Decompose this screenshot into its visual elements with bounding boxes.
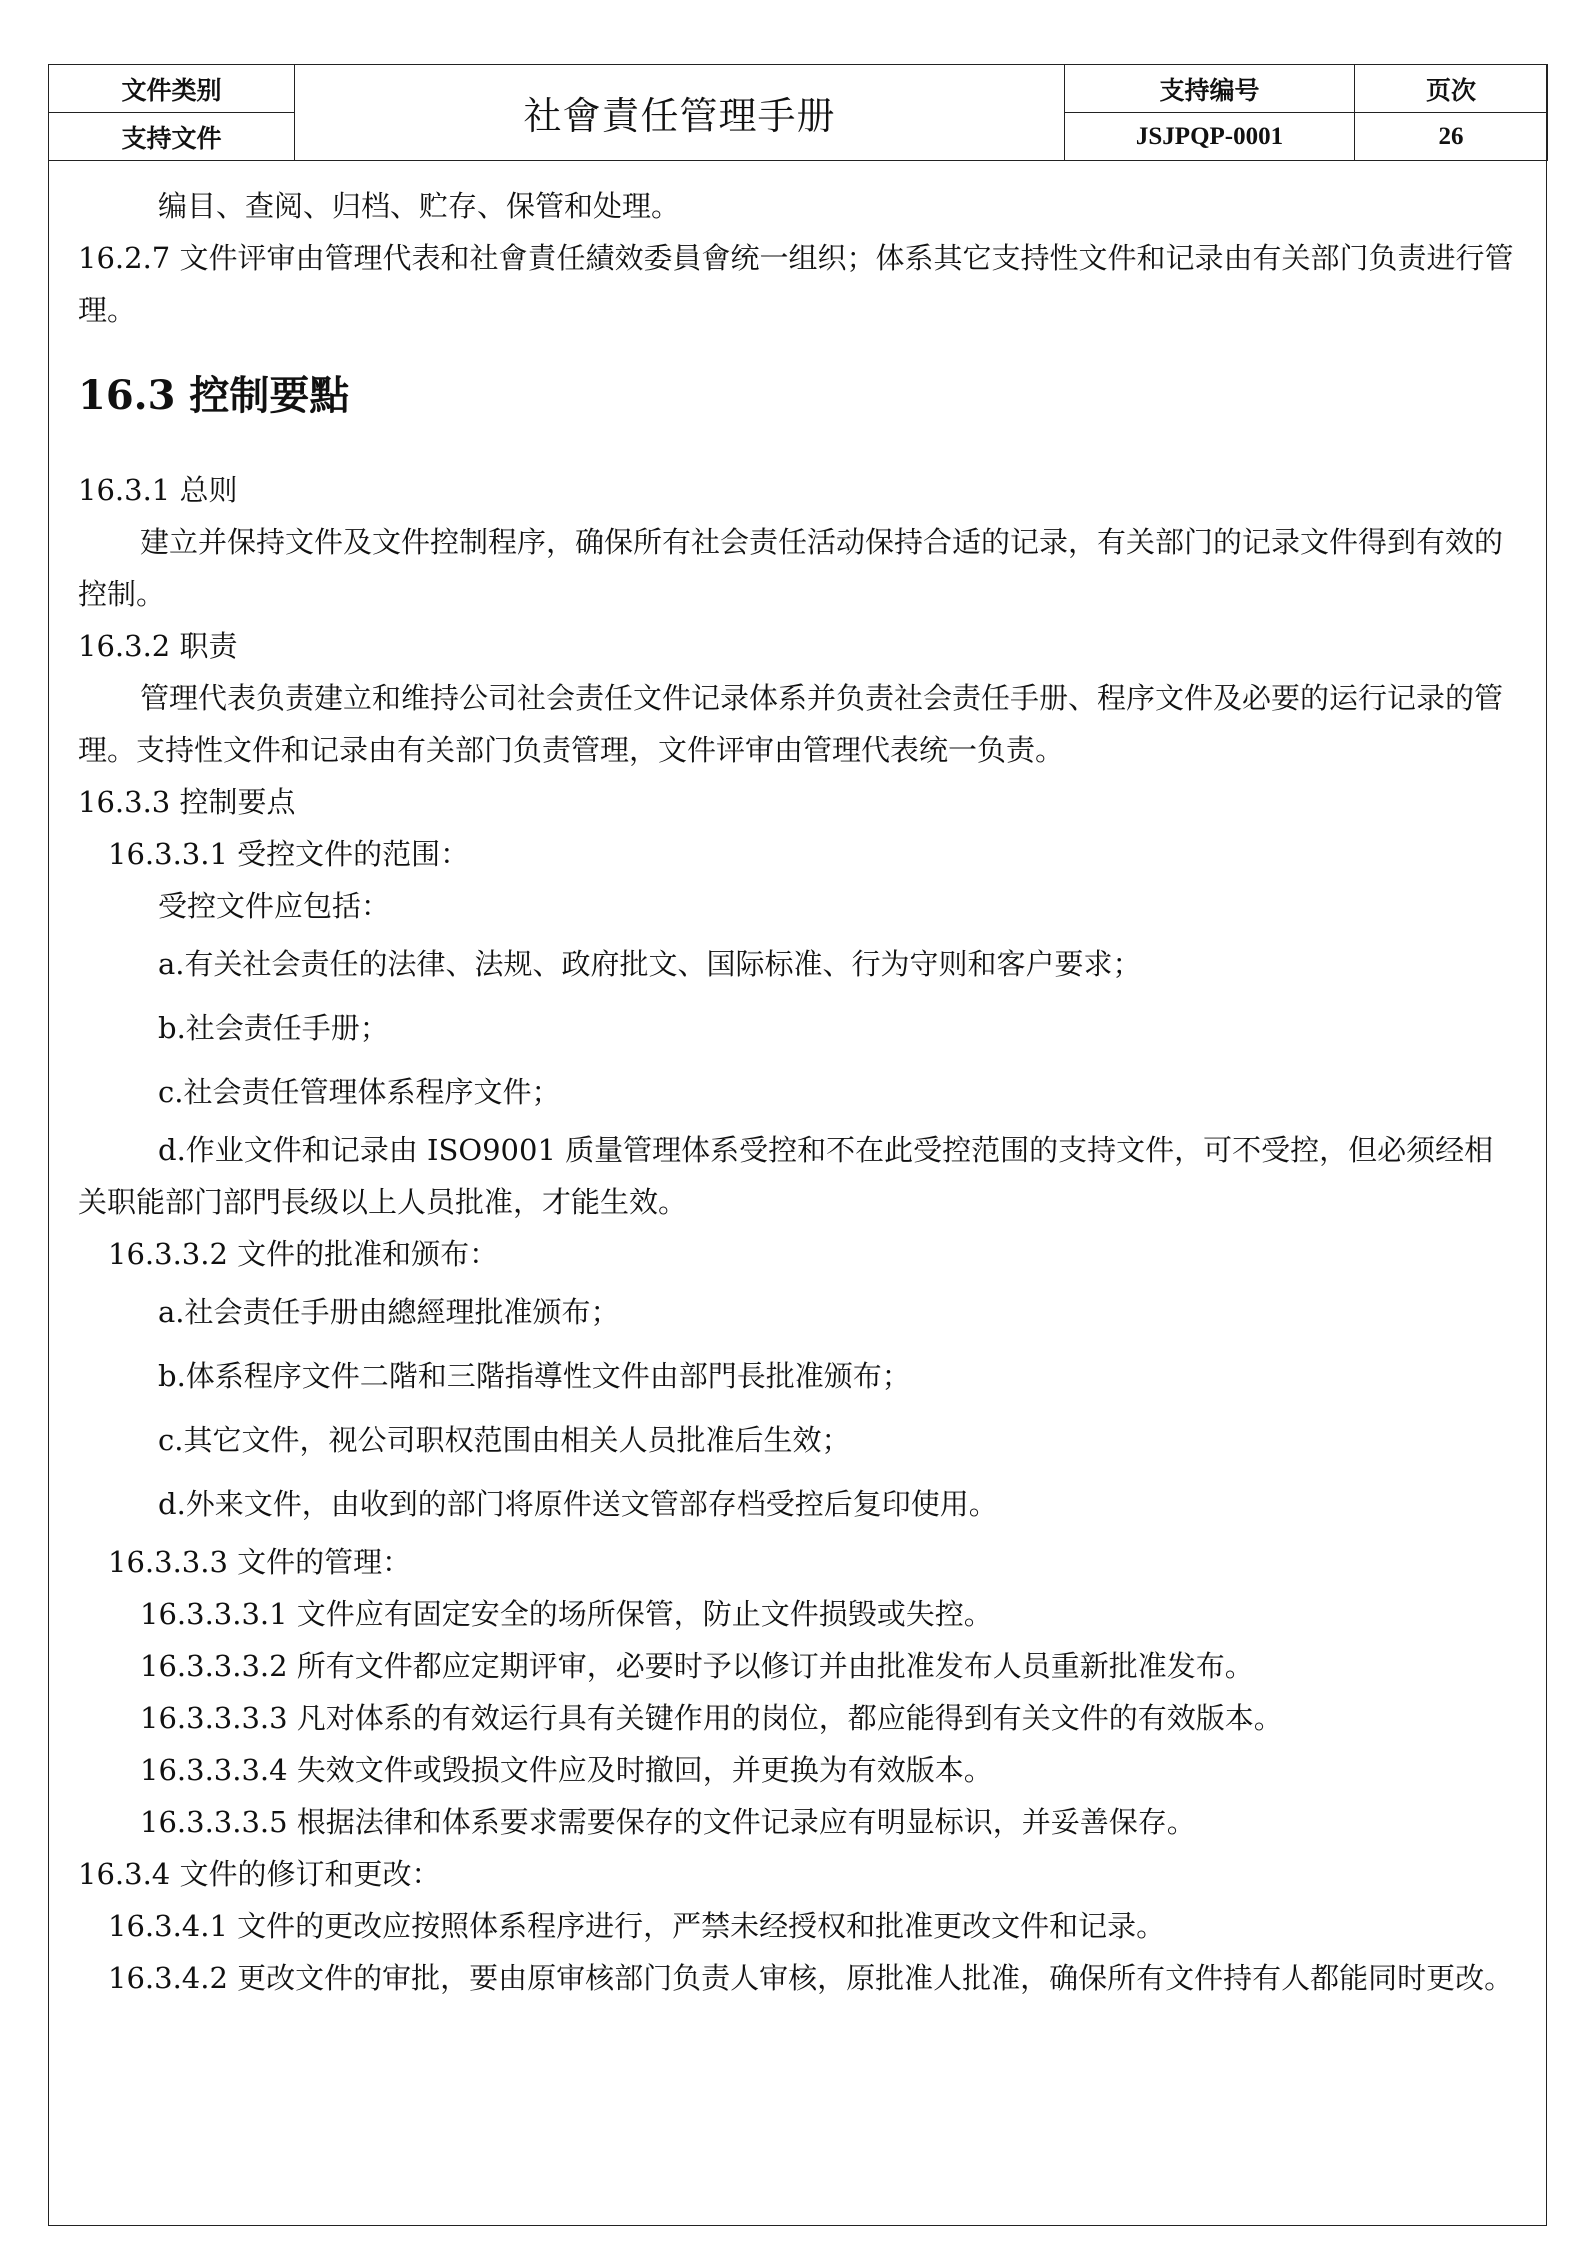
list-item-b: b.体系程序文件二階和三階指導性文件由部門長批准颁布；	[158, 1359, 911, 1393]
subsection-text-16-3-1: 建立并保持文件及文件控制程序，确保所有社会责任活动保持合适的记录，有关部门的记录文件得到有效的控制。	[78, 525, 1504, 611]
category-label: 文件类别	[49, 65, 295, 113]
item-16-3-4-1: 16.3.4.1 文件的更改应按照体系程序进行，严禁未经授权和批准更改文件和记录。	[108, 1909, 1166, 1943]
subsection-title-16-3-4: 16.3.4 文件的修订和更改：	[78, 1857, 441, 1891]
list-item-d: d.外来文件，由收到的部门将原件送文管部存档受控后复印使用。	[158, 1487, 998, 1521]
item-16-3-3-3-2: 16.3.3.3.2 所有文件都应定期评审，必要时予以修订并由批准发布人员重新批准发布。	[140, 1649, 1254, 1683]
continued-line: 编目、查阅、归档、贮存、保管和处理。	[158, 189, 681, 223]
subsection-title-16-3-2: 16.3.2 职责	[78, 629, 238, 663]
item-title-16-3-3-1: 16.3.3.1 受控文件的范围：	[108, 837, 470, 871]
item-16-3-3-3-5: 16.3.3.3.5 根据法律和体系要求需要保存的文件记录应有明显标识，并妥善保存。	[140, 1805, 1196, 1839]
page-number: 26	[1355, 113, 1548, 161]
item-16-3-3-3-4: 16.3.3.3.4 失效文件或毁损文件应及时撤回，并更换为有效版本。	[140, 1753, 993, 1787]
category-value: 支持文件	[49, 113, 295, 161]
page-label: 页次	[1355, 65, 1548, 113]
paragraph-16-2-7: 16.2.7 文件评审由管理代表和社會責任績效委員會统一组织；体系其它支持性文件和记录由有关部门负责进行管理。	[78, 241, 1514, 327]
subsection-title-16-3-1: 16.3.1 总则	[78, 473, 238, 507]
item-16-3-3-3-3: 16.3.3.3.3 凡对体系的有效运行具有关键作用的岗位，都应能得到有关文件的有效版本。	[140, 1701, 1283, 1735]
section-heading-16-3: 16.3 控制要點	[78, 372, 350, 419]
document-header-table	[48, 64, 1548, 161]
list-item-c: c.社会责任管理体系程序文件；	[158, 1075, 561, 1109]
code-value: JSJPQP-0001	[1065, 113, 1355, 161]
item-title-16-3-3-2: 16.3.3.2 文件的批准和颁布：	[108, 1237, 499, 1271]
item-16-3-4-2: 16.3.4.2 更改文件的审批，要由原审核部门负责人审核，原批准人批准，确保所有文件持有人都能同时更改。	[108, 1961, 1514, 1995]
subsection-text-16-3-2: 管理代表负责建立和维持公司社会责任文件记录体系并负责社会责任手册、程序文件及必要的运行记录的管理。支持性文件和记录由有关部门负责管理，文件评审由管理代表统一负责。	[78, 681, 1504, 767]
list-item-b: b.社会责任手册；	[158, 1011, 389, 1045]
item-title-16-3-3-3: 16.3.3.3 文件的管理：	[108, 1545, 412, 1579]
list-item-a: a.有关社会责任的法律、法规、政府批文、国际标准、行为守则和客户要求；	[158, 947, 1142, 981]
document-body	[78, 180, 1518, 2004]
list-item-a: a.社会责任手册由總經理批准颁布；	[158, 1295, 620, 1329]
item-intro-16-3-3-1: 受控文件应包括：	[158, 889, 391, 923]
item-16-3-3-3-1: 16.3.3.3.1 文件应有固定安全的场所保管，防止文件损毁或失控。	[140, 1597, 993, 1631]
list-item-d: d.作业文件和记录由 ISO9001 质量管理体系受控和不在此受控范围的支持文件，可不受控，但必须经相关职能部门部門長级以上人员批准，才能生效。	[78, 1133, 1494, 1219]
list-item-c: c.其它文件，视公司职权范围由相关人员批准后生效；	[158, 1423, 851, 1457]
subsection-title-16-3-3: 16.3.3 控制要点	[78, 785, 296, 819]
code-label: 支持编号	[1065, 65, 1355, 113]
document-title: 社會責任管理手册	[295, 65, 1065, 161]
